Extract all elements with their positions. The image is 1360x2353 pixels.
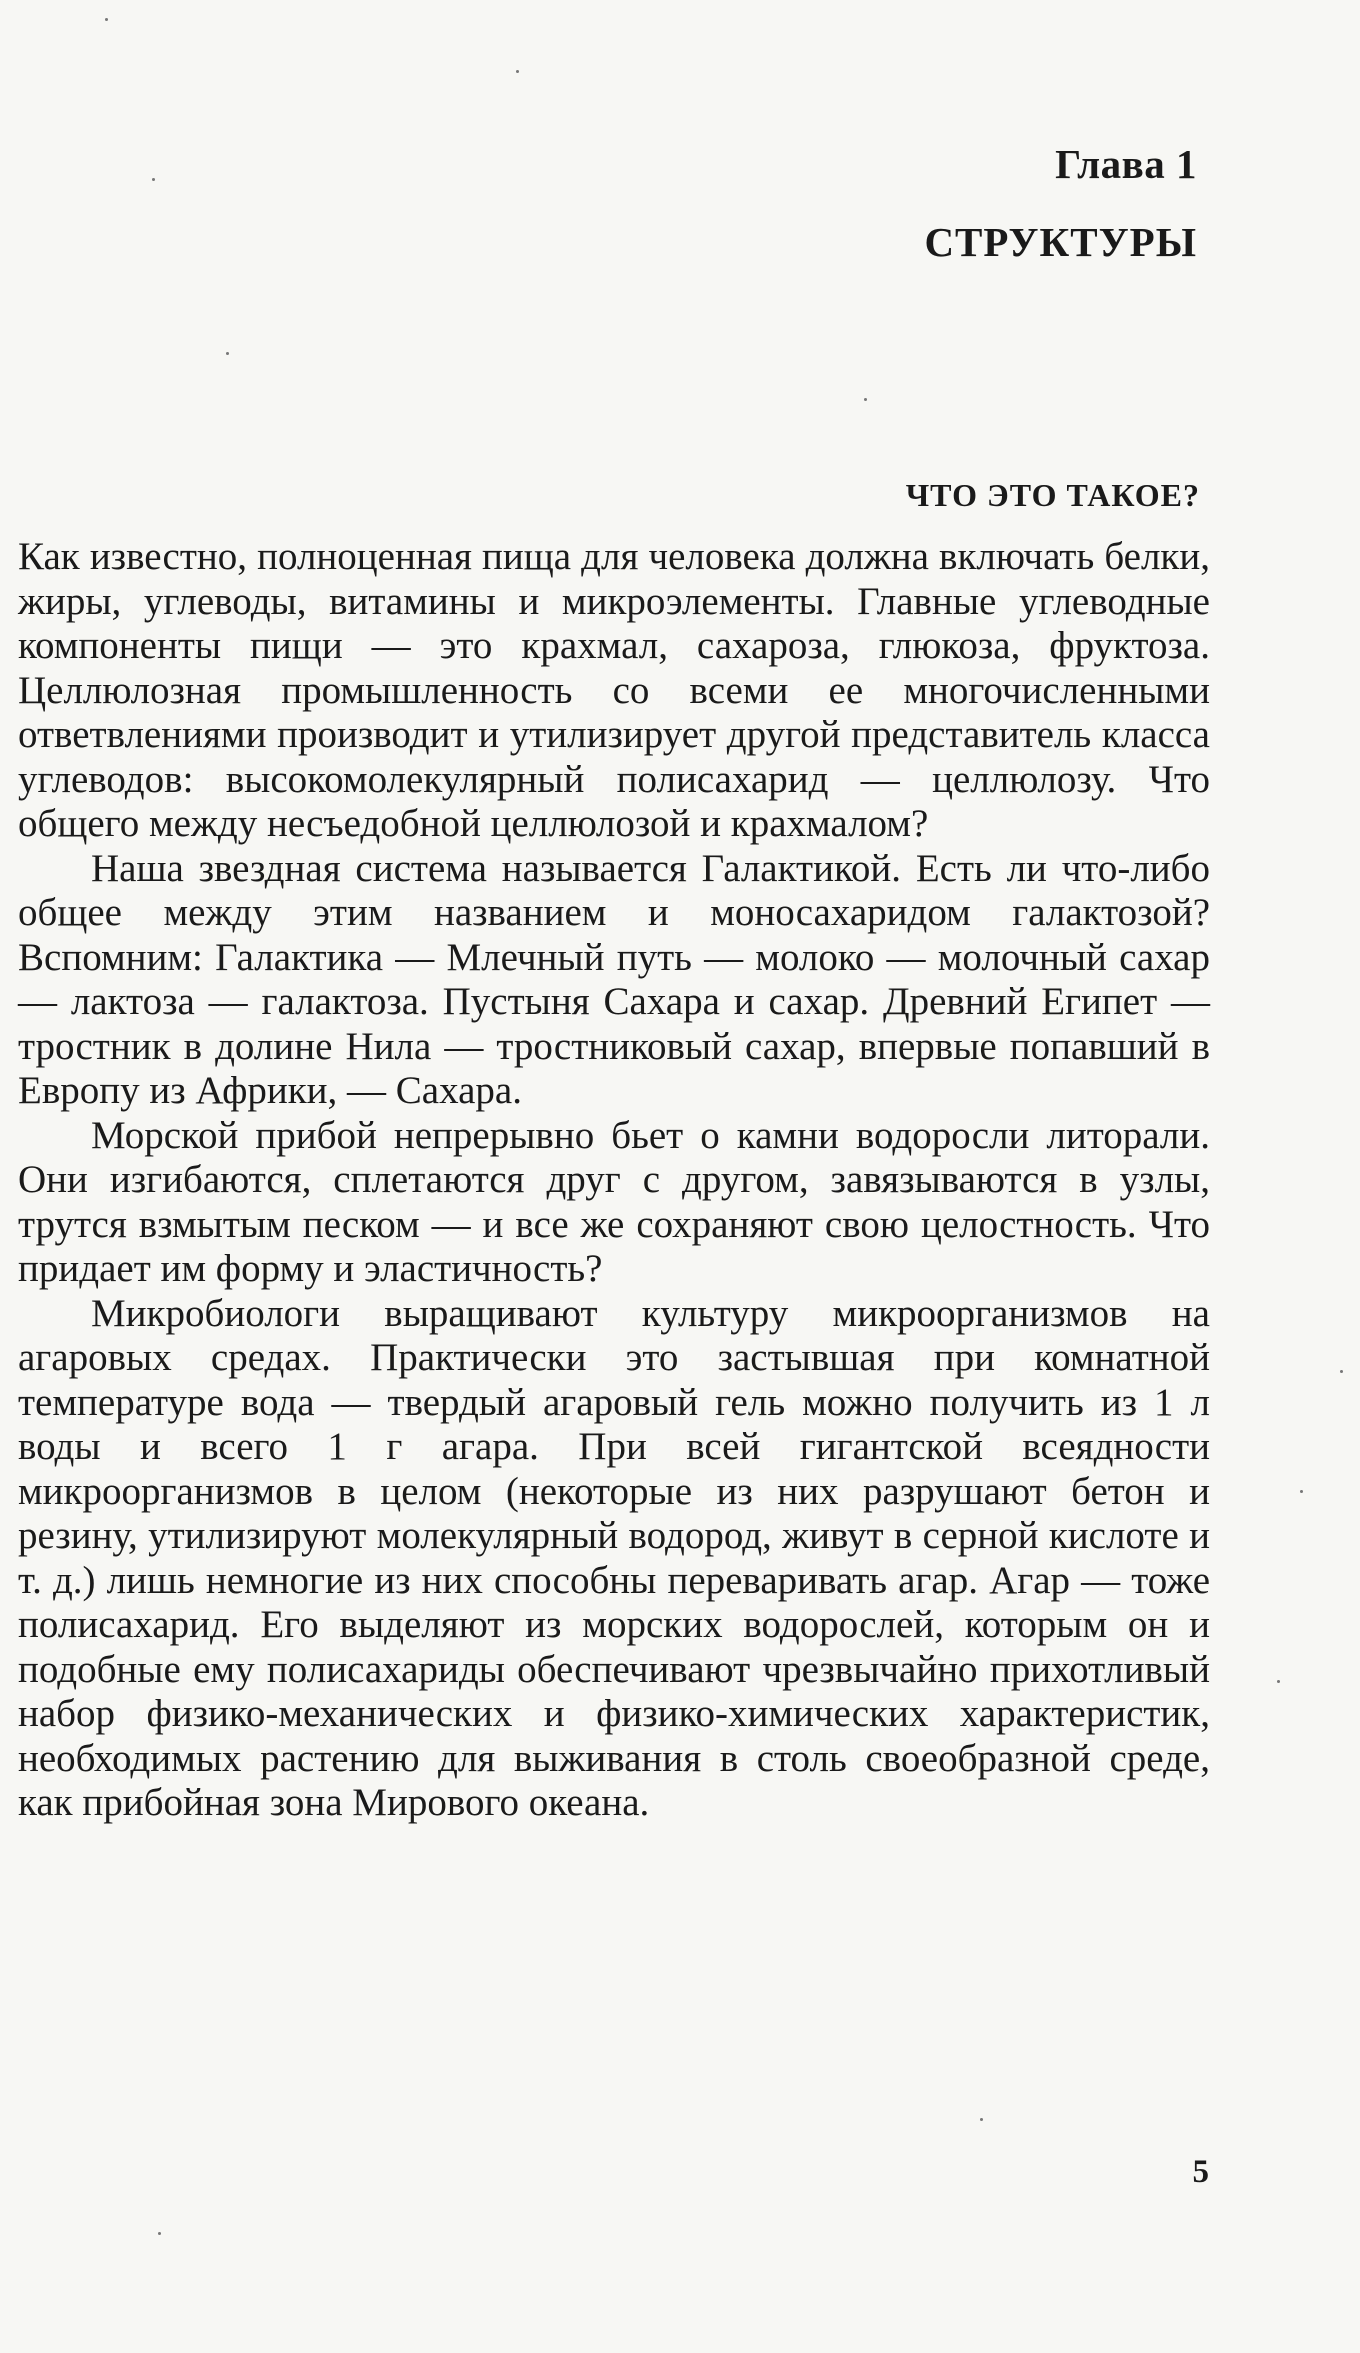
scan-speck bbox=[516, 70, 519, 73]
paragraph: Микробиологи выращивают культуру микроорганизмов на агаровых средах. Практически это застывшая при комнатной температуре вода — твердый агаровый гель можно получить из 1 л воды и всего 1 г агара. При всей гигантской всеядности микроорганизмов в целом (некоторые из них разрушают бетон и резину, утилизируют молекулярный водород, живут в серной кислоте и т. д.) лишь немногие из них способны переваривать агар. Агар — тоже полисахарид. Его выделяют из морских водорослей, которым он и подобные ему полисахариды обеспечивают чрезвычайно прихотливый набор физико-механических и физико-химических характеристик, необходимых растению для выживания в столь своеобразной среде, как прибойная зона Мирового океана. bbox=[18, 1291, 1210, 1824]
paragraph: Как известно, полноценная пища для человека должна включать белки, жиры, углеводы, витамины и микроэлементы. Главные углеводные компоненты пищи — это крахмал, сахароза, глюкоза, фруктоза. Целлюлозная промышленность со всеми ее многочисленными ответвлениями производит и утилизирует другой представитель класса углеводов: высокомолекулярный полисахарид — целлюлозу. Что общего между несъедобной целлюлозой и крахмалом? bbox=[18, 535, 1210, 845]
scan-speck bbox=[980, 2118, 983, 2121]
scan-speck bbox=[1300, 1490, 1303, 1493]
scan-speck bbox=[158, 2232, 161, 2235]
chapter-label: Глава 1 bbox=[1055, 141, 1197, 187]
body-text bbox=[18, 535, 1210, 1826]
paragraph: Наша звездная система называется Галактикой. Есть ли что-либо общее между этим названием и моносахаридом галактозой? Вспомним: Галактика — Млечный путь — молоко — молочный сахар — лактоза — галактоза. Пустыня Сахара и сахар. Древний Египет — тростник в долине Нила — тростниковый сахар, впервые попавший в Европу из Африки, — Сахара. bbox=[18, 846, 1210, 1112]
scan-speck bbox=[226, 352, 229, 355]
chapter-title: СТРУКТУРЫ bbox=[924, 219, 1197, 265]
scan-speck bbox=[1277, 1680, 1280, 1683]
scan-speck bbox=[1340, 1370, 1343, 1373]
section-title: ЧТО ЭТО ТАКОЕ? bbox=[905, 477, 1200, 513]
scan-speck bbox=[152, 178, 155, 181]
scan-speck bbox=[105, 18, 108, 21]
paragraph: Морской прибой непрерывно бьет о камни водоросли литорали. Они изгибаются, сплетаются друг с другом, завязываются в узлы, трутся взмытым песком — и все же сохраняют свою целостность. Что придает им форму и эластичность? bbox=[18, 1113, 1210, 1290]
scan-speck bbox=[864, 398, 867, 401]
page-number: 5 bbox=[1192, 2154, 1209, 2190]
